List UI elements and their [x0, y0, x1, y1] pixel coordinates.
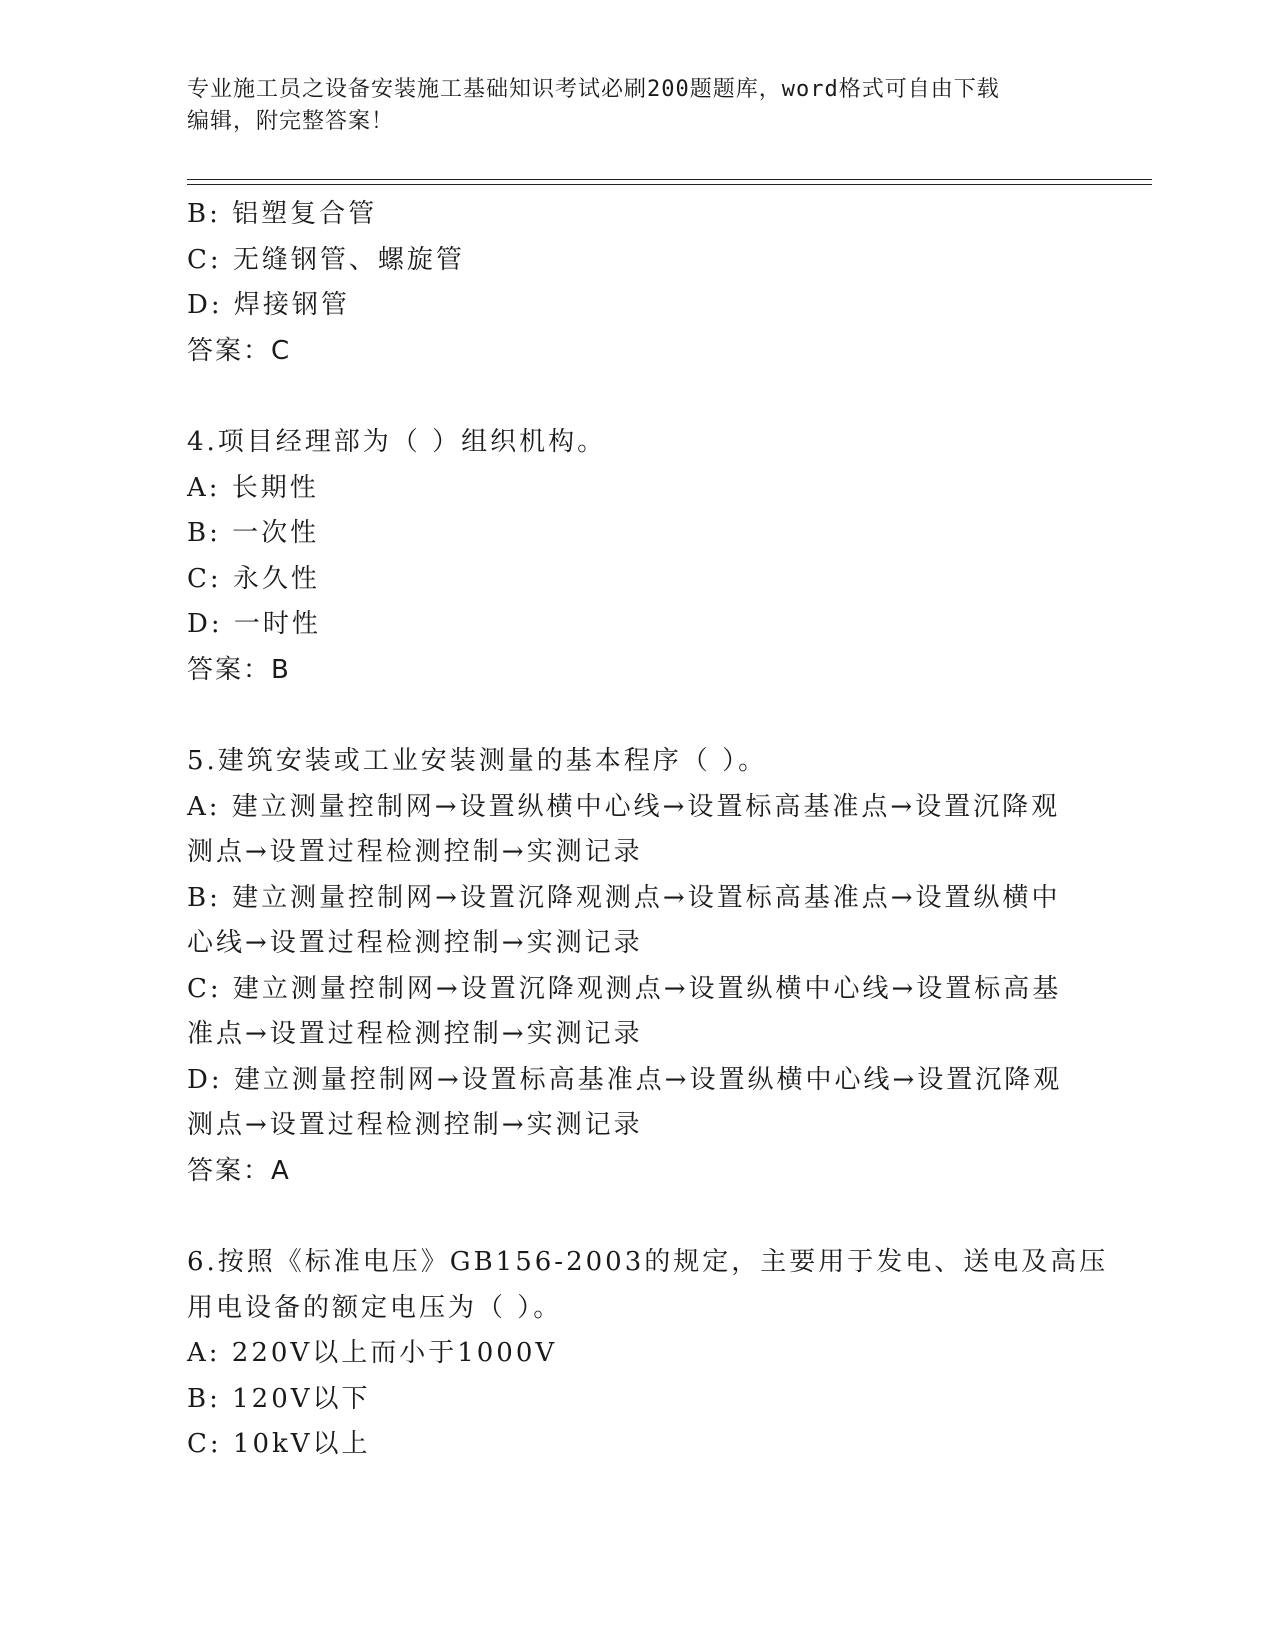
question-4 [187, 420, 1087, 693]
q4-option-b: B: 一次性 [187, 518, 320, 548]
q5-option-d-line-2: 测点→设置过程检测控制→实测记录 [187, 1110, 643, 1140]
header-title-line-1: 专业施工员之设备安装施工基础知识考试必刷200题题库，word格式可自由下载 [187, 77, 1000, 102]
q3-option-c: C: 无缝钢管、螺旋管 [187, 244, 465, 275]
spacer [187, 374, 1087, 420]
question-3-tail [187, 192, 1087, 374]
q5-option-b-line-2: 心线→设置过程检测控制→实测记录 [187, 928, 643, 958]
q5-option-c-line-2: 准点→设置过程检测控制→实测记录 [187, 1019, 643, 1049]
q3-option-b: B: 铝塑复合管 [187, 199, 378, 229]
q4-answer: 答案：B [187, 654, 291, 685]
q6-question-line-2: 用电设备的额定电压为（ ）。 [187, 1292, 563, 1323]
q4-question: 4.项目经理部为（ ）组织机构。 [187, 427, 607, 457]
q6-question-line-1: 6.按照《标准电压》GB156-2003的规定，主要用于发电、送电及高压 [187, 1247, 1109, 1277]
q5-option-d-line-1: D: 建立测量控制网→设置标高基准点→设置纵横中心线→设置沉降观 [187, 1064, 1063, 1095]
q3-answer: 答案：C [187, 335, 292, 366]
question-list [187, 192, 1109, 1468]
q6-option-b: B: 120V以下 [187, 1383, 371, 1414]
q5-option-b-line-1: B: 建立测量控制网→设置沉降观测点→设置标高基准点→设置纵横中 [187, 882, 1061, 913]
spacer [187, 693, 1087, 739]
q5-option-a-line-2: 测点→设置过程检测控制→实测记录 [187, 837, 643, 867]
header-rule-bottom [187, 184, 1152, 185]
q6-option-a: A: 220V以上而小于1000V [187, 1338, 558, 1368]
q3-option-d: D: 焊接钢管 [187, 290, 350, 320]
q4-option-c: C: 永久性 [187, 563, 320, 594]
spacer [187, 1194, 1087, 1240]
question-6 [187, 1240, 1109, 1468]
q5-answer: 答案：A [187, 1155, 291, 1186]
q5-option-c-line-1: C: 建立测量控制网→设置沉降观测点→设置纵横中心线→设置标高基 [187, 973, 1062, 1004]
header-title-line-2: 编辑，附完整答案！ [187, 109, 395, 134]
header-rule-top [187, 179, 1152, 180]
q4-option-a: A: 长期性 [187, 472, 319, 503]
q5-option-a-line-1: A: 建立测量控制网→设置纵横中心线→设置标高基准点→设置沉降观 [187, 791, 1061, 822]
q4-option-d: D: 一时性 [187, 609, 321, 639]
question-5 [187, 739, 1087, 1194]
q6-option-c: C: 10kV以上 [187, 1429, 371, 1459]
document-header [187, 74, 1067, 138]
q5-question: 5.建筑安装或工业安装测量的基本程序（ ）。 [187, 746, 768, 776]
